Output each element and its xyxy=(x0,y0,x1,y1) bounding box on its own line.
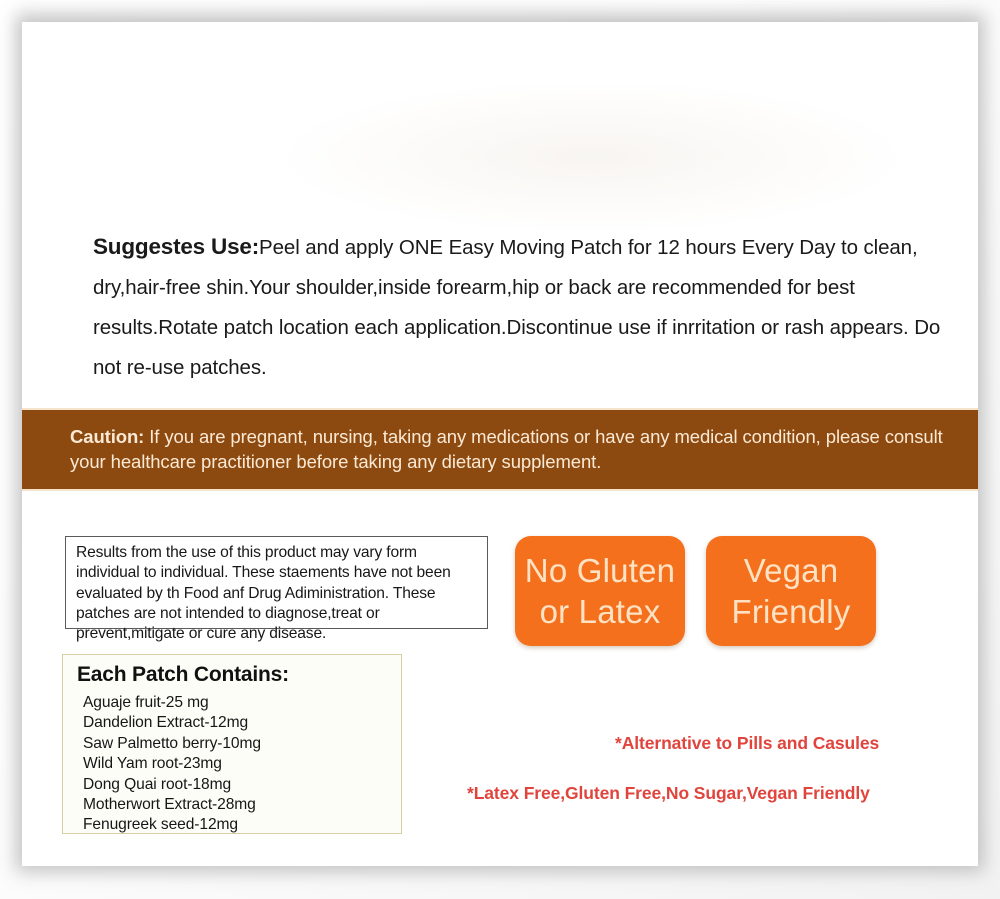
disclaimer-box xyxy=(65,536,488,643)
badge-line-2: Friendly xyxy=(731,593,851,630)
caution-body: If you are pregnant, nursing, taking any medications or have any medical condition, please consult your healthcare practitioner before taking any dietary supplement. xyxy=(70,426,943,472)
list-item: Dandelion Extract-12mg xyxy=(83,714,249,732)
badge-line-1: Vegan xyxy=(743,552,839,589)
suggested-use-body: Peel and apply ONE Easy Moving Patch for 12 hours Every Day to clean, dry,hair-free shin.Your shoulder,inside forearm,hip or back are recommended for best results.Rotate patch location each application.Discontinue use if inrritation or rash appears. Do not re-use patches. xyxy=(93,236,941,379)
list-item: Fenugreek seed-12mg xyxy=(83,816,238,834)
list-item: Motherwort Extract-28mg xyxy=(83,796,256,814)
disclaimer-text: Results from the use of this product may vary form individual to individual. These staements have not been evaluated by th Food anf Drug Adiministration. These patches are not intended to diagnose,treat or prevent,mitigate or cure any disease. xyxy=(76,544,451,643)
suggested-use-heading: Suggestes Use: xyxy=(93,234,260,259)
list-item: Saw Palmetto berry-10mg xyxy=(83,734,261,752)
caution-banner xyxy=(22,408,978,491)
claim-free-from: *Latex Free,Gluten Free,No Sugar,Vegan Friendly xyxy=(467,783,870,803)
list-item: Dong Quai root-18mg xyxy=(83,775,232,793)
label-panel xyxy=(22,22,978,866)
badge-no-gluten-or-latex xyxy=(515,536,685,646)
suggested-use-section xyxy=(93,227,953,388)
list-item: Wild Yam root-23mg xyxy=(83,755,222,773)
badge-vegan-friendly xyxy=(706,536,876,646)
ingredients-list xyxy=(77,693,391,836)
list-item: Aguaje fruit-25 mg xyxy=(83,694,209,711)
badge-line-1: No Gluten xyxy=(524,552,676,589)
badge-line-2: or Latex xyxy=(539,593,661,630)
faint-watermark xyxy=(282,82,902,232)
ingredients-box xyxy=(62,654,402,834)
ingredients-title: Each Patch Contains: xyxy=(77,663,289,686)
claim-alternative-to-pills: *Alternative to Pills and Casules xyxy=(615,733,880,753)
caution-text xyxy=(70,424,950,474)
caution-heading: Caution: xyxy=(70,426,145,447)
